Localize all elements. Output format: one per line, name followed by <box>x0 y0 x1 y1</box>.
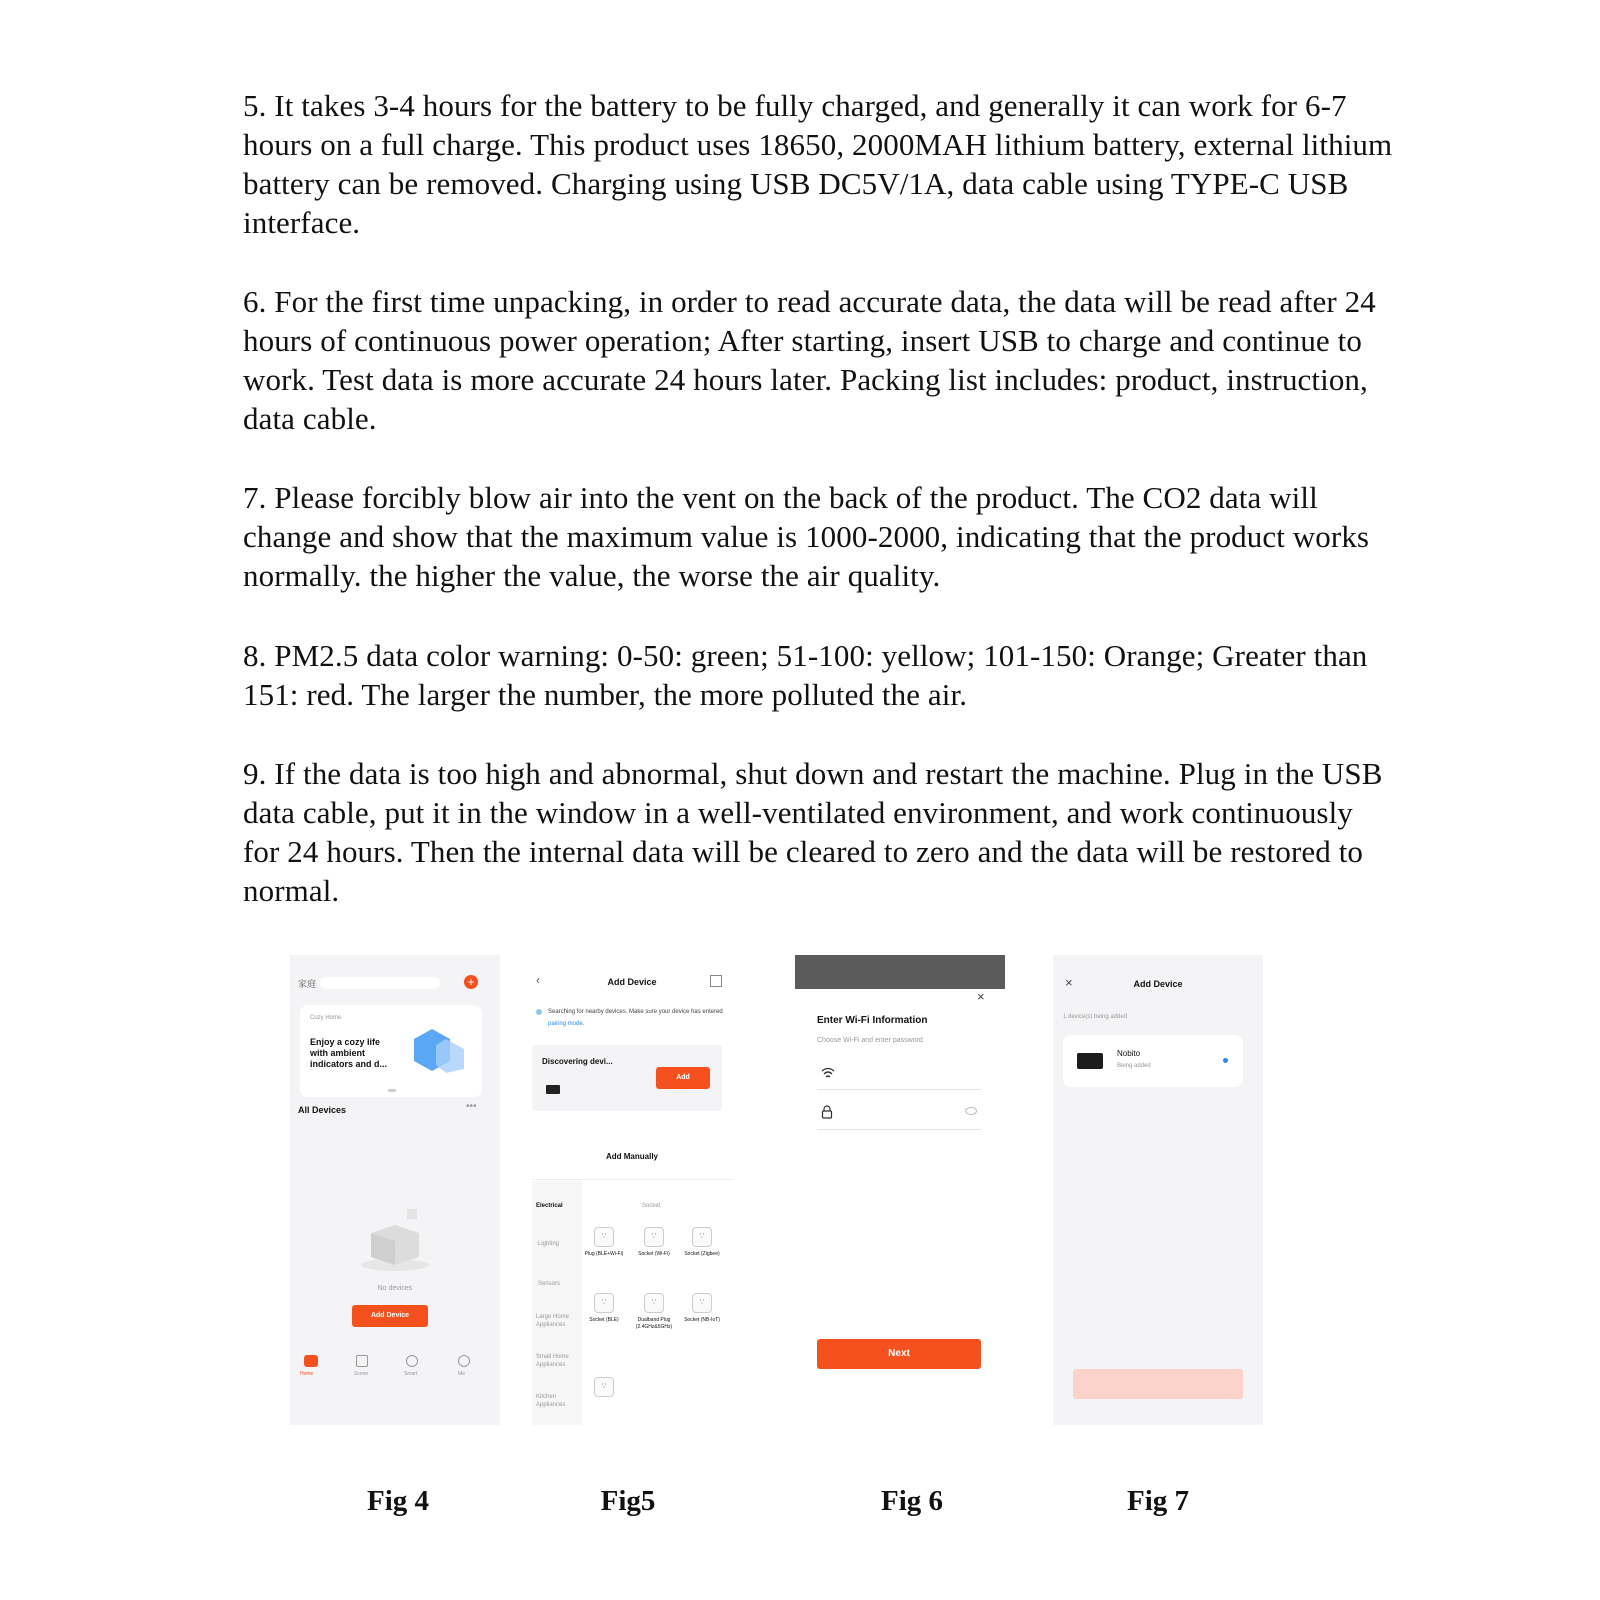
discovering-label: Discovering devi... <box>542 1057 613 1066</box>
back-icon[interactable]: ‹ <box>536 973 540 987</box>
wifi-name-field[interactable] <box>841 1063 981 1081</box>
fig5-caption: Fig5 <box>600 1485 656 1517</box>
category-small-appliances[interactable]: Small Home Appliances <box>536 1354 569 1368</box>
more-icon[interactable]: ••• <box>466 1101 477 1112</box>
item-socket-nbiot[interactable]: Socket (NB-IoT) <box>684 1317 720 1323</box>
category-sensors[interactable]: Sensors <box>538 1281 561 1287</box>
outlet-icon[interactable]: ∵ <box>594 1377 614 1397</box>
scan-icon[interactable] <box>710 975 722 987</box>
item-socket-ble[interactable]: Socket (BLE) <box>589 1317 619 1323</box>
category-electrical[interactable]: Electrical <box>536 1203 563 1209</box>
password-divider <box>817 1129 981 1130</box>
carousel-dots <box>388 1089 396 1092</box>
empty-box-icon <box>355 1205 435 1275</box>
home-icon[interactable] <box>304 1355 318 1367</box>
paragraph-7: 7. Please forcibly blow air into the vent on the back of the product. The CO2 data will change and show that the maximum value is 1000-2000, indicating that the product works normally. the higher the value, the worse the air quality. <box>243 480 1370 593</box>
device-name: Nobito <box>1117 1049 1141 1058</box>
tab-me[interactable]: Me <box>458 1371 465 1377</box>
socket-icon[interactable]: ∵ <box>644 1227 664 1247</box>
wifi-info-title: Enter Wi-Fi Information <box>817 1015 928 1026</box>
add-button[interactable]: Add <box>656 1067 710 1089</box>
socket-nbiot-icon[interactable]: ∵ <box>692 1293 712 1313</box>
all-devices-heading: All Devices <box>298 1105 347 1115</box>
password-field[interactable] <box>841 1105 961 1121</box>
add-manually-heading: Add Manually <box>605 1152 658 1161</box>
done-button-disabled[interactable] <box>1073 1369 1243 1399</box>
item-plug[interactable]: Plug (BLE+Wi-Fi) <box>584 1251 624 1257</box>
tab-home[interactable]: Home <box>300 1371 314 1377</box>
tab-smart[interactable]: Smart <box>404 1371 418 1377</box>
paragraph-5: 5. It takes 3-4 hours for the battery to be fully charged, and generally it can work for 6-7 hours on a full charge. This product uses 18650, 2000MAH lithium battery, external lithium battery can be removed. Charging using USB DC5V/1A, data cable using TYPE-C USB interface. <box>243 88 1393 240</box>
socket-zigbee-icon[interactable]: ∵ <box>692 1227 712 1247</box>
dimmed-status-bar <box>795 955 1005 989</box>
device-status: Being added <box>1117 1063 1151 1069</box>
paragraph-9: 9. If the data is too high and abnormal, shut down and restart the machine. Plug in the USB data cable, put it in the window in a well-ventilated environment, and work continuously for 24 hours. Then the internal data will be cleared to zero and the data will be restored to normal. <box>243 756 1383 908</box>
fig7-caption: Fig 7 <box>1126 1485 1190 1517</box>
cozy-home-card[interactable] <box>300 1005 482 1097</box>
fig4-caption: Fig 4 <box>366 1485 430 1517</box>
pairing-mode-link[interactable]: pairing mode. <box>548 1021 585 1027</box>
info-icon <box>536 1009 542 1015</box>
loading-indicator-icon <box>1223 1058 1228 1063</box>
home-selector[interactable] <box>320 977 440 989</box>
cube-illustration-icon <box>412 1025 470 1075</box>
smart-icon[interactable] <box>406 1355 418 1367</box>
fig6-caption: Fig 6 <box>880 1485 944 1517</box>
lock-icon <box>821 1105 833 1119</box>
eye-icon[interactable] <box>965 1107 977 1115</box>
add-device-title: Add Device <box>607 977 657 987</box>
discovering-card <box>532 1045 722 1111</box>
wifi-info-subtitle: Choose Wi-Fi and enter password <box>817 1037 923 1044</box>
tab-bar <box>290 1351 500 1391</box>
plus-icon[interactable]: + <box>464 975 478 989</box>
fig6-screenshot <box>795 955 1005 1425</box>
wifi-icon <box>821 1067 835 1079</box>
device-card <box>1063 1035 1243 1087</box>
paragraph-6: 6. For the first time unpacking, in order to read accurate data, the data will be read after 24 hours of continuous power operation; After starting, insert USB to charge and continue to work. Test data is more accurate 24 hours later. Packing list includes: product, instruction, data cable. <box>243 284 1376 436</box>
close-icon[interactable]: × <box>1065 975 1073 990</box>
category-list <box>532 1181 582 1425</box>
socket-header: Socket <box>642 1203 661 1209</box>
category-lighting[interactable]: Lighting <box>538 1241 560 1247</box>
paragraph-8: 8. PM2.5 data color warning: 0-50: green; 51-100: yellow; 101-150: Orange; Greater than 151: red. The larger the number, the more polluted the air. <box>243 638 1368 712</box>
fig5-screenshot <box>532 955 742 1425</box>
searching-text <box>548 1006 724 1030</box>
add-device-button[interactable]: Add Device <box>352 1305 428 1327</box>
device-thumbnail-icon <box>546 1085 560 1094</box>
no-devices-label: No devices <box>377 1285 413 1292</box>
card-text: Enjoy a cozy life with ambient indicators and d... <box>310 1037 388 1069</box>
divider <box>532 1179 732 1180</box>
searching-message: Searching for nearby devices. Make sure your device has entered <box>548 1009 723 1015</box>
fig7-screenshot <box>1053 955 1263 1425</box>
card-label: Cozy Home <box>310 1015 342 1021</box>
tab-scene[interactable]: Scene <box>354 1371 369 1377</box>
category-kitchen-appliances[interactable]: Kitchen Appliances <box>536 1394 566 1408</box>
close-icon[interactable]: × <box>977 989 985 1004</box>
plug-icon[interactable]: ∵ <box>594 1227 614 1247</box>
home-title: 家庭 <box>298 979 317 989</box>
scene-icon[interactable] <box>356 1355 368 1367</box>
item-socket-wifi[interactable]: Socket (Wi-Fi) <box>638 1251 670 1257</box>
socket-ble-icon[interactable]: ∵ <box>594 1293 614 1313</box>
category-large-appliances[interactable]: Large Home Appliances <box>536 1314 570 1328</box>
dualband-plug-icon[interactable]: ∵ <box>644 1293 664 1313</box>
next-button[interactable]: Next <box>817 1339 981 1369</box>
wifi-divider <box>817 1089 981 1090</box>
item-socket-zigbee[interactable]: Socket (Zigbee) <box>684 1251 720 1257</box>
adding-status: 1 device(s) being added <box>1063 1014 1128 1020</box>
device-icon <box>1077 1053 1103 1069</box>
fig4-screenshot <box>290 955 500 1425</box>
add-device-title: Add Device <box>1133 979 1183 989</box>
item-dualband-plug[interactable]: Dualband Plug (2.4GHz&5GHz) <box>635 1317 673 1330</box>
me-icon[interactable] <box>458 1355 470 1367</box>
